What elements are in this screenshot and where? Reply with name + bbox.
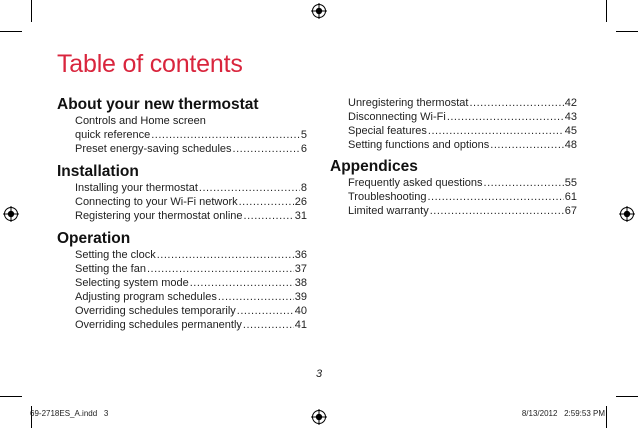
print-slug-filename: 69-2718ES_A.indd 3	[30, 409, 109, 418]
dot-leader	[469, 96, 563, 110]
entry-page-number: 38	[294, 277, 307, 289]
entry-title: Unregistering thermostat	[348, 97, 469, 109]
entry-title: Disconnecting Wi-Fi	[348, 111, 446, 123]
toc-section-operation	[57, 229, 307, 332]
crop-mark	[606, 406, 607, 428]
registration-mark-icon	[311, 409, 327, 425]
dot-leader	[447, 110, 564, 124]
dot-leader	[490, 138, 563, 152]
entry-row	[75, 128, 307, 142]
section-heading: Appendices	[330, 158, 418, 175]
entry-list	[57, 114, 307, 156]
crop-mark	[606, 0, 607, 22]
toc-entry[interactable]	[75, 262, 307, 276]
print-slug-timestamp: 8/13/2012 2:59:53 PM	[521, 409, 605, 418]
toc-entry[interactable]	[75, 142, 307, 156]
entry-list	[57, 181, 307, 223]
registration-mark-icon	[3, 206, 19, 222]
crop-mark	[0, 31, 22, 32]
entry-page-number: 8	[300, 182, 307, 194]
toc-entry[interactable]	[348, 190, 577, 204]
dot-leader	[233, 142, 300, 156]
toc-entry[interactable]	[348, 110, 577, 124]
entry-list	[57, 248, 307, 332]
entry-title: Setting functions and options	[348, 139, 490, 151]
entry-title: Limited warranty	[348, 205, 429, 217]
entry-title: Overriding schedules temporarily	[75, 305, 236, 317]
toc-entry[interactable]	[75, 248, 307, 262]
entry-title: Overriding schedules permanently	[75, 319, 242, 331]
dot-leader	[239, 195, 294, 209]
section-heading: Operation	[57, 230, 131, 247]
toc-entry[interactable]	[348, 176, 577, 190]
toc-entry[interactable]	[348, 124, 577, 138]
toc-section-installation	[57, 162, 307, 223]
entry-page-number: 48	[564, 139, 577, 151]
dot-leader	[428, 124, 564, 138]
entry-page-number: 36	[294, 249, 307, 261]
entry-page-number: 61	[564, 191, 577, 203]
toc-left-column	[57, 95, 307, 338]
entry-page-number: 41	[294, 319, 307, 331]
toc-entry[interactable]	[348, 204, 577, 218]
entry-title: Setting the fan	[75, 263, 146, 275]
section-heading: About your new thermostat	[57, 96, 259, 113]
entry-title: Selecting system mode	[75, 277, 189, 289]
entry-page-number: 55	[564, 177, 577, 189]
crop-mark	[31, 0, 32, 22]
entry-list-continued	[330, 96, 577, 152]
dot-leader	[243, 318, 294, 332]
entry-page-number: 45	[564, 125, 577, 137]
toc-entry[interactable]	[75, 209, 307, 223]
section-heading: Installation	[57, 163, 139, 180]
entry-title: Troubleshooting	[348, 191, 427, 203]
toc-entry[interactable]	[75, 276, 307, 290]
entry-page-number: 42	[564, 97, 577, 109]
entry-list	[330, 176, 577, 218]
crop-mark	[616, 31, 638, 32]
page-number: 3	[315, 368, 323, 380]
crop-mark	[0, 396, 22, 397]
entry-title: Adjusting program schedules	[75, 291, 217, 303]
entry-page-number: 67	[564, 205, 577, 217]
toc-entry[interactable]	[75, 181, 307, 195]
dot-leader	[484, 176, 564, 190]
dot-leader	[147, 262, 294, 276]
dot-leader	[237, 304, 294, 318]
entry-title: Registering your thermostat online	[75, 210, 243, 222]
toc-section-appendices	[330, 157, 577, 218]
toc-entry[interactable]	[348, 138, 577, 152]
toc-right-column	[330, 96, 577, 224]
registration-mark-icon	[311, 3, 327, 19]
dot-leader	[151, 128, 300, 142]
toc-entry[interactable]	[75, 114, 307, 142]
toc-entry[interactable]	[75, 195, 307, 209]
entry-title: Connecting to your Wi-Fi network	[75, 196, 238, 208]
registration-mark-icon	[619, 206, 635, 222]
entry-page-number: 26	[294, 196, 307, 208]
dot-leader	[218, 290, 294, 304]
dot-leader	[430, 204, 564, 218]
dot-leader	[244, 209, 294, 223]
toc-entry[interactable]	[75, 304, 307, 318]
toc-entry[interactable]	[75, 290, 307, 304]
entry-page-number: 40	[294, 305, 307, 317]
dot-leader	[427, 190, 563, 204]
entry-title: Special features	[348, 125, 427, 137]
entry-page-number: 43	[564, 111, 577, 123]
toc-section-about	[57, 95, 307, 156]
dot-leader	[157, 248, 294, 262]
entry-title: Installing your thermostat	[75, 182, 198, 194]
toc-entry[interactable]	[75, 318, 307, 332]
dot-leader	[190, 276, 294, 290]
entry-page-number: 37	[294, 263, 307, 275]
entry-page-number: 39	[294, 291, 307, 303]
entry-title: quick reference	[75, 129, 151, 141]
entry-title: Preset energy-saving schedules	[75, 143, 232, 155]
entry-title-line: Controls and Home screen	[75, 115, 206, 127]
dot-leader	[199, 181, 300, 195]
entry-page-number: 6	[300, 143, 307, 155]
crop-mark	[616, 396, 638, 397]
page-title: Table of contents	[57, 50, 243, 78]
entry-page-number: 31	[294, 210, 307, 222]
entry-title: Setting the clock	[75, 249, 156, 261]
entry-page-number: 5	[300, 129, 307, 141]
toc-entry[interactable]	[348, 96, 577, 110]
entry-title: Frequently asked questions	[348, 177, 483, 189]
